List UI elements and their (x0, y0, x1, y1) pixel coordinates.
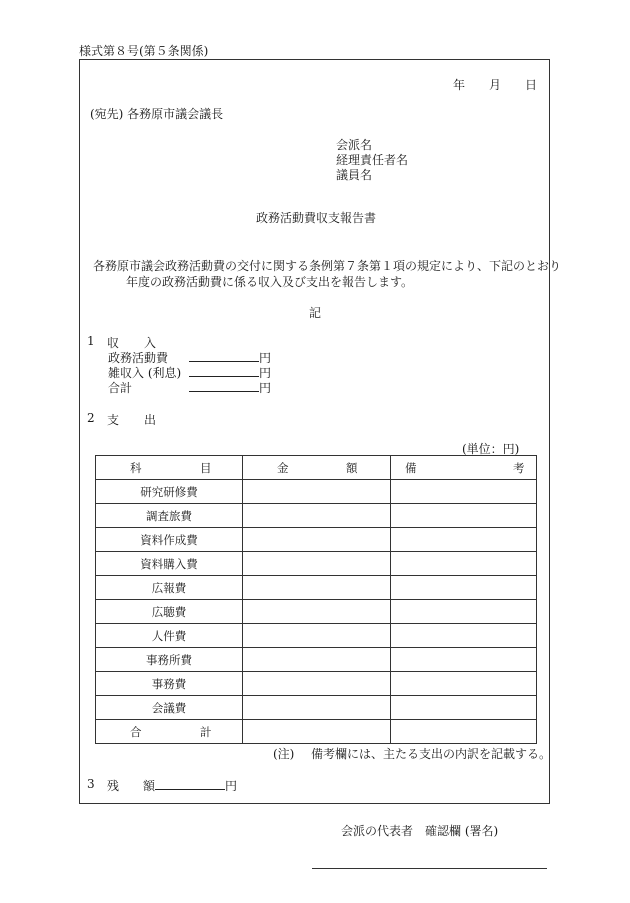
item-label: 広聴費 (96, 600, 243, 624)
balance-row (143, 777, 237, 794)
form-label: 様式第８号(第５条関係) (79, 44, 209, 58)
note-label: (注) (273, 747, 295, 761)
income-row-unit: 円 (259, 381, 272, 395)
confirm-label: 会派の代表者 確認欄 (署名) (341, 824, 499, 838)
table-row (96, 504, 537, 528)
header-remarks: 備 考 (391, 456, 537, 480)
expense-title-a: 支 (107, 413, 120, 427)
addressee: (宛先) 各務原市議会議長 (90, 107, 224, 121)
note-text: 備考欄には、主たる支出の内訳を記載する。 (311, 747, 552, 761)
remarks-cell[interactable] (391, 696, 537, 720)
table-row (96, 528, 537, 552)
table-total-row (96, 720, 537, 744)
income-row-blank (189, 349, 259, 362)
amount-cell[interactable] (243, 528, 391, 552)
income-title-a: 収 (107, 336, 120, 350)
expense-table (95, 455, 537, 744)
income-row (108, 379, 271, 396)
income-row-blank (189, 364, 259, 377)
item-label: 研究研修費 (96, 480, 243, 504)
remarks-cell[interactable] (391, 600, 537, 624)
remarks-cell[interactable] (391, 648, 537, 672)
item-label: 調査旅費 (96, 504, 243, 528)
item-label: 広報費 (96, 576, 243, 600)
item-label: 会議費 (96, 696, 243, 720)
total-label: 合 計 (96, 720, 243, 744)
signature-line[interactable] (312, 868, 547, 869)
body-line-2: 年度の政務活動費に係る収入及び支出を報告します。 (126, 275, 414, 289)
remarks-cell[interactable] (391, 552, 537, 576)
item-label: 資料作成費 (96, 528, 243, 552)
income-row-blank (189, 379, 259, 392)
remarks-cell[interactable] (391, 480, 537, 504)
item-label: 人件費 (96, 624, 243, 648)
date-month: 月 (489, 78, 502, 92)
header-subject: 科 目 (96, 456, 243, 480)
expense-number: 2 (87, 411, 95, 425)
amount-cell[interactable] (243, 552, 391, 576)
table-row (96, 576, 537, 600)
expense-title-b: 出 (144, 413, 157, 427)
remarks-cell[interactable] (391, 672, 537, 696)
table-row (96, 480, 537, 504)
income-row-unit: 円 (259, 366, 272, 380)
balance-blank (155, 777, 225, 790)
amount-cell[interactable] (243, 600, 391, 624)
income-row-label: 雑収入 (利息) (108, 366, 182, 380)
treasurer-name-label: 経理責任者名 (336, 153, 409, 167)
amount-cell[interactable] (243, 504, 391, 528)
total-remarks-cell[interactable] (391, 720, 537, 744)
document-title: 政務活動費収支報告書 (256, 211, 377, 225)
ki-heading: 記 (309, 306, 322, 320)
header-amount: 金 額 (243, 456, 391, 480)
body-line-1: 各務原市議会政務活動費の交付に関する条例第７条第１項の規定により、下記のとおり (93, 259, 562, 273)
table-row (96, 696, 537, 720)
balance-unit: 円 (225, 779, 238, 793)
item-label: 事務費 (96, 672, 243, 696)
item-label: 事務所費 (96, 648, 243, 672)
item-label: 資料購入費 (96, 552, 243, 576)
table-row (96, 672, 537, 696)
amount-cell[interactable] (243, 648, 391, 672)
total-amount-cell[interactable] (243, 720, 391, 744)
date-day: 日 (525, 78, 538, 92)
income-row-label: 合計 (108, 381, 133, 395)
balance-label-a: 残 (107, 779, 120, 793)
remarks-cell[interactable] (391, 504, 537, 528)
remarks-cell[interactable] (391, 576, 537, 600)
balance-number: 3 (87, 777, 95, 791)
amount-cell[interactable] (243, 672, 391, 696)
table-row (96, 624, 537, 648)
table-row (96, 552, 537, 576)
member-name-label: 議員名 (336, 168, 373, 182)
table-header-row (96, 456, 537, 480)
amount-cell[interactable] (243, 480, 391, 504)
income-number: 1 (87, 334, 95, 348)
party-name-label: 会派名 (336, 138, 373, 152)
amount-cell[interactable] (243, 696, 391, 720)
balance-label-b: 額 (143, 779, 156, 793)
remarks-cell[interactable] (391, 528, 537, 552)
amount-cell[interactable] (243, 624, 391, 648)
unit-note: (単位：円) (462, 442, 520, 456)
amount-cell[interactable] (243, 576, 391, 600)
date-year: 年 (453, 78, 466, 92)
income-row-label: 政務活動費 (108, 351, 169, 365)
table-row (96, 648, 537, 672)
income-title-b: 入 (144, 336, 157, 350)
income-row-unit: 円 (259, 351, 272, 365)
table-row (96, 600, 537, 624)
remarks-cell[interactable] (391, 624, 537, 648)
